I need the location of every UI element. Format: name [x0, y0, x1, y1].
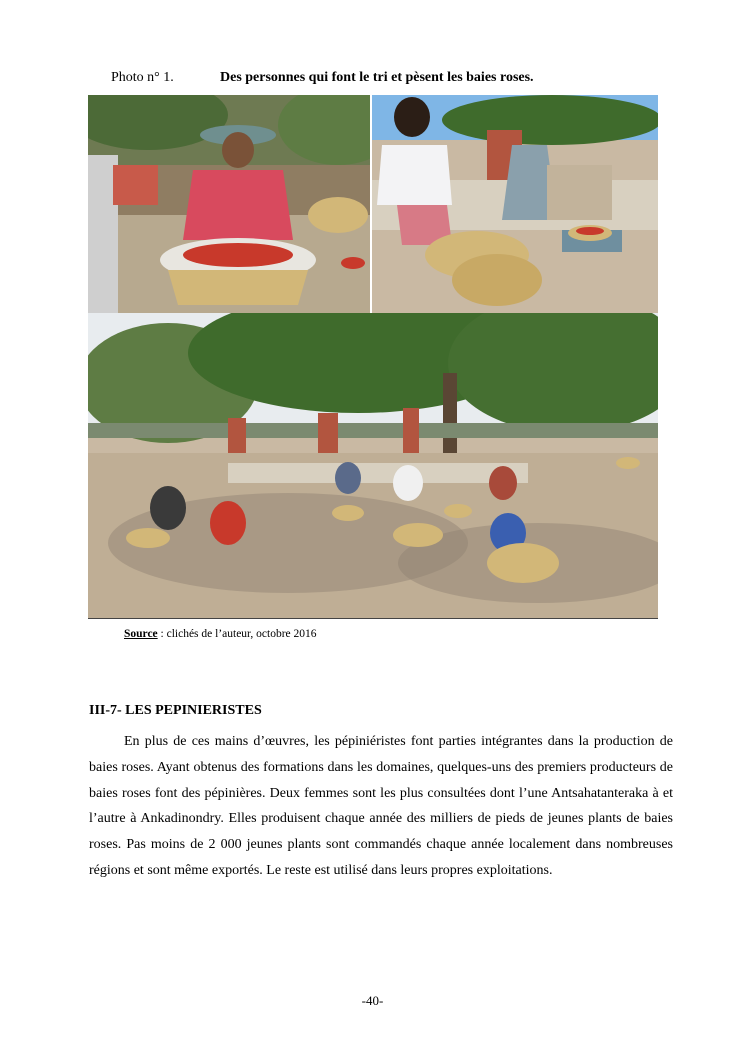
- figure-title: Des personnes qui font le tri et pèsent les baies roses.: [220, 70, 534, 85]
- figure-label: Photo n° 1.: [111, 70, 174, 85]
- section-heading: III-7- LES PEPINIERISTES: [89, 703, 262, 718]
- section-paragraph: En plus de ces mains d’œuvres, les pépiniéristes font parties intégrantes dans la production de baies roses. Ayant obtenus des formations dans les domaines, quelques-uns des premiers producteurs de baies roses font des pépinières. Deux femmes sont les plus consultées dont l’une Antsahatanteraka à et l’autre à Ankadinondry. Elles produisent chaque année des milliers de pieds de jeunes plants de baies roses. Pas moins de 2 000 jeunes plants sont commandés chaque année localement dans nombreuses régions et sont même exportés. Le reste est utilisé dans leurs propres exploitations.: [89, 734, 673, 878]
- photo-woman-sorting-berries: [88, 95, 370, 313]
- photo-group-sorting-under-trees: [88, 313, 658, 618]
- photo-1-image: [88, 95, 370, 313]
- source-text: : clichés de l’auteur, octobre 2016: [157, 628, 317, 640]
- photo-2-image: [372, 95, 658, 313]
- photo-source: [124, 628, 317, 640]
- source-label: Source: [124, 628, 158, 640]
- photo-collage: [88, 95, 658, 618]
- figure-caption: [111, 70, 534, 86]
- photo-bottom-rule: [88, 618, 658, 619]
- page-number: -40-: [361, 993, 384, 1008]
- photo-weighing-berries: [372, 95, 658, 313]
- photo-3-image: [88, 313, 658, 618]
